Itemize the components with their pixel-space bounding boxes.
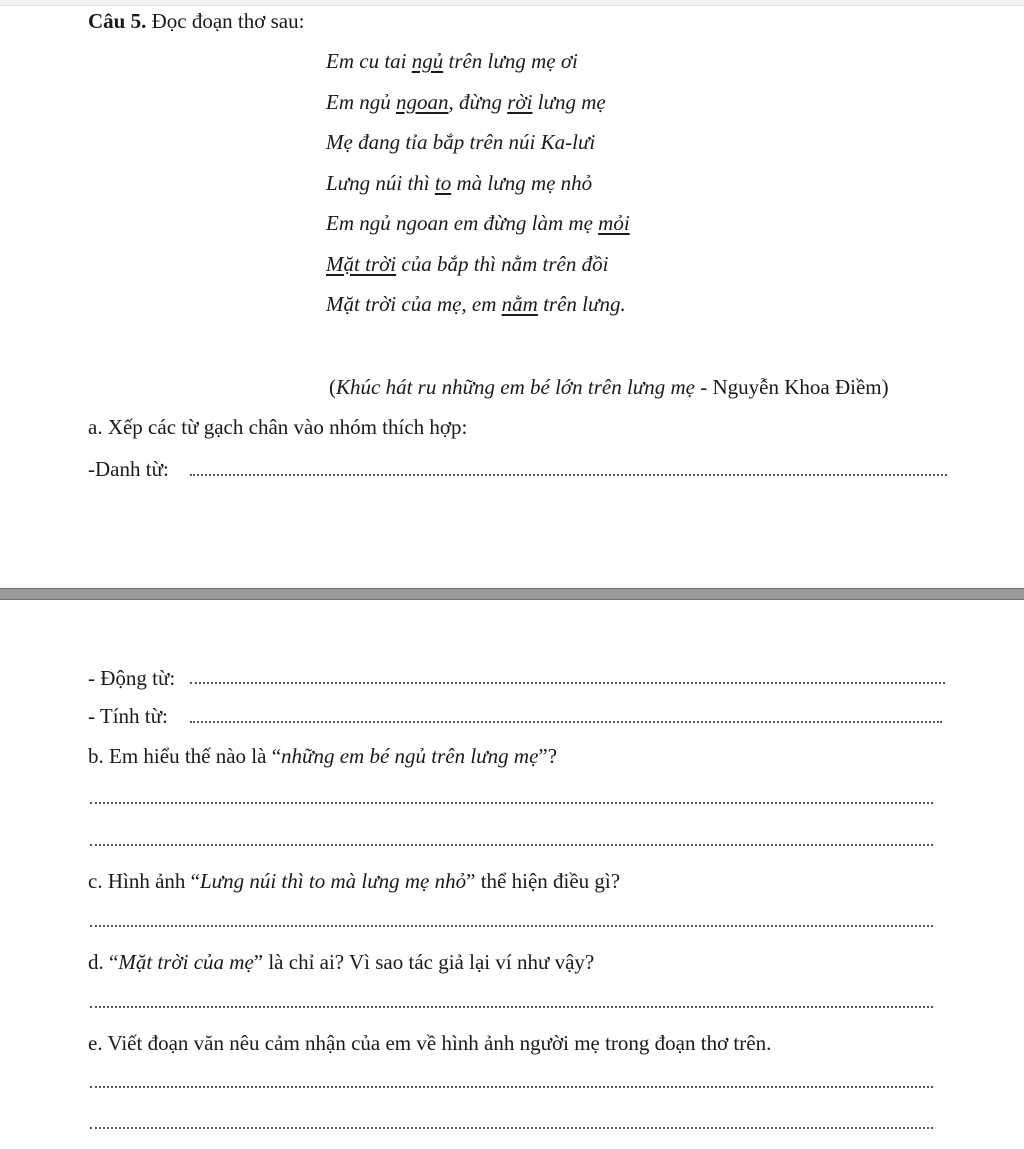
- question-c-quote: Lưng núi thì to mà lưng mẹ nhỏ: [199, 869, 467, 893]
- answer-line-danh-tu[interactable]: [190, 474, 947, 476]
- poem-source-author: - Nguyễn Khoa Điềm): [695, 375, 889, 399]
- question-number: Câu 5.: [88, 9, 147, 33]
- document-page-2: [0, 600, 1024, 1149]
- poem-line: [326, 129, 595, 155]
- question-heading: [88, 8, 304, 34]
- poem-text: Em ngủ ngoan em đừng làm mẹ: [326, 211, 599, 235]
- poem-text: mà lưng mẹ nhỏ: [451, 170, 593, 195]
- underlined-word: Mặt trời: [326, 251, 397, 276]
- answer-line-d[interactable]: [90, 1006, 933, 1008]
- poem-source-title: Khúc hát ru những em bé lớn trên lưng mẹ: [336, 375, 695, 399]
- question-e: e. Viết đoạn văn nêu cảm nhận của em về hình ảnh người mẹ trong đoạn thơ trên.: [88, 1031, 772, 1055]
- poem-text: , đừng: [448, 89, 508, 114]
- page-separator: [0, 588, 1024, 600]
- poem-text: Mặt trời của mẹ, em: [326, 292, 502, 316]
- poem-text: lưng mẹ: [532, 89, 606, 114]
- poem-line: [326, 170, 592, 196]
- label-dong-tu: - Động từ:: [88, 666, 176, 690]
- underlined-word: rời: [507, 89, 533, 114]
- answer-line-b-2[interactable]: [90, 844, 933, 846]
- answer-line-dong-tu[interactable]: [190, 682, 945, 684]
- poem-line: [326, 291, 626, 317]
- label-tinh-tu: - Tính từ:: [88, 704, 168, 728]
- underlined-word: mỏi: [598, 211, 630, 235]
- answer-line-e-2[interactable]: [90, 1127, 933, 1129]
- question-d: d. “Mặt trời của mẹ” là chỉ ai? Vì sao tác giả lại ví như vậy?: [88, 950, 595, 974]
- poem-source: (Khúc hát ru những em bé lớn trên lưng mẹ - Nguyễn Khoa Điềm): [329, 375, 889, 399]
- underlined-word: nằm: [501, 292, 538, 316]
- poem-line: [326, 48, 578, 74]
- poem-text: của bắp thì nằm trên đồi: [396, 251, 609, 276]
- poem-line: [326, 251, 608, 277]
- question-b: b. Em hiểu thế nào là “những em bé ngủ trên lưng mẹ”?: [88, 744, 558, 768]
- answer-line-e-1[interactable]: [90, 1086, 933, 1088]
- poem-text: Em cu tai: [326, 49, 412, 73]
- question-d-quote: Mặt trời của mẹ: [118, 950, 254, 974]
- underlined-word: ngoan: [396, 89, 449, 114]
- poem-text: Em ngủ: [326, 89, 396, 114]
- label-danh-tu: -Danh từ:: [88, 457, 169, 481]
- answer-line-b-1[interactable]: [90, 802, 933, 804]
- answer-line-tinh-tu[interactable]: [190, 721, 942, 723]
- poem-line: [326, 210, 630, 236]
- answer-line-c[interactable]: [90, 925, 933, 927]
- page-top-edge: [0, 0, 1024, 6]
- poem-text: trên lưng mẹ ơi: [443, 49, 578, 73]
- poem-text: trên lưng.: [537, 292, 626, 316]
- poem-text: Mẹ đang tỉa bắp trên núi Ka-lưi: [326, 130, 596, 154]
- underlined-word: to: [434, 170, 452, 195]
- question-b-quote: những em bé ngủ trên lưng mẹ: [281, 744, 539, 768]
- poem-text: Lưng núi thì: [326, 170, 435, 195]
- poem-line: [326, 89, 606, 115]
- question-c: c. Hình ảnh “Lưng núi thì to mà lưng mẹ nhỏ” thể hiện điều gì?: [88, 869, 621, 893]
- underlined-word: ngủ: [411, 49, 444, 73]
- question-instruction: Đọc đoạn thơ sau:: [146, 9, 305, 33]
- question-a: a. Xếp các từ gạch chân vào nhóm thích hợp:: [88, 415, 468, 439]
